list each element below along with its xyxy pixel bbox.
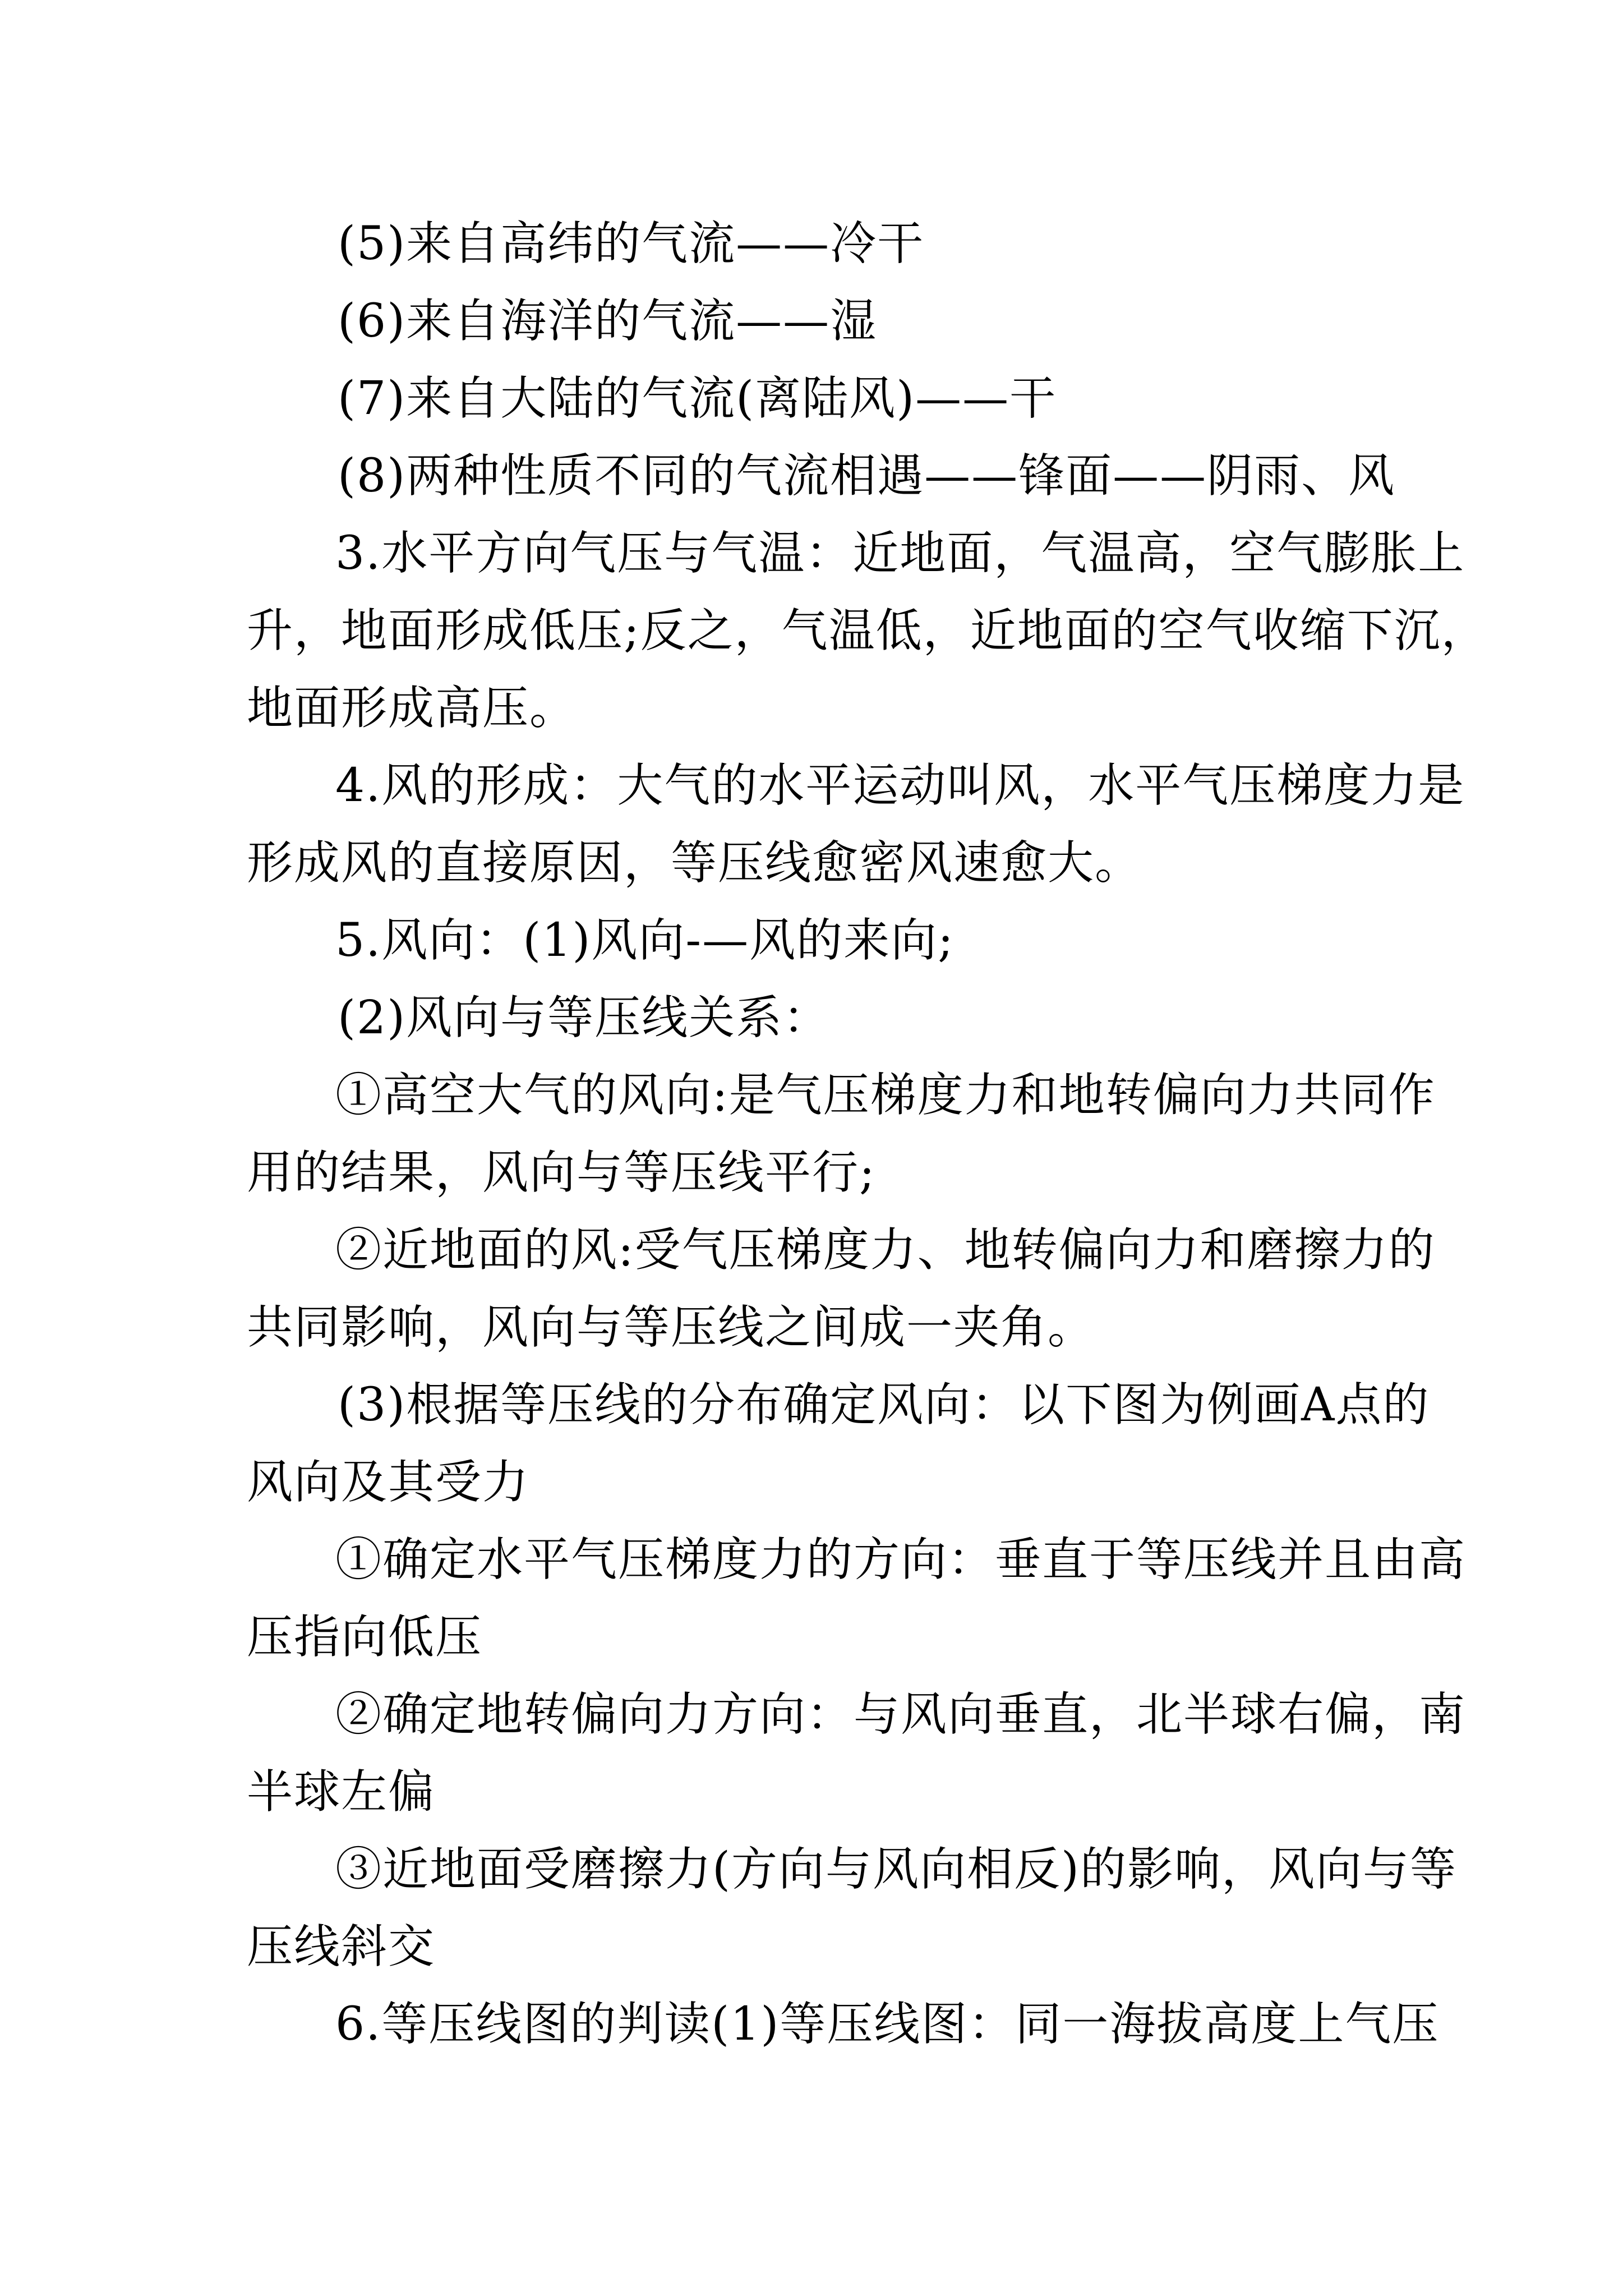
text-line: (6)来自海洋的气流——湿 [338,295,878,348]
text-line: ①高空大气的风向:是气压梯度力和地转偏向力共同作 [335,1069,1436,1122]
text-line: 4.风的形成：大气的水平运动叫风，水平气压梯度力是 [335,759,1465,812]
text-line: (5)来自高纬的气流——冷干 [338,217,925,270]
text-line: 5.风向：(1)风向-—风的来向; [335,914,955,967]
text-line: ②近地面的风:受气压梯度力、地转偏向力和磨擦力的 [335,1223,1436,1277]
text-line: (7)来自大陆的气流(离陆风)——干 [338,372,1057,425]
text-line: (3)根据等压线的分布确定风向：以下图为例画A点的 [338,1378,1430,1432]
text-line: 3.水平方向气压与气温：近地面，气温高，空气膨胀上 [335,527,1465,580]
text-line: 地面形成高压。 [247,682,577,735]
text-line: (2)风向与等压线关系： [338,991,831,1045]
text-line: 用的结果，风向与等压线平行; [247,1146,876,1199]
text-line: (8)两种性质不同的气流相遇——锋面——阴雨、风 [338,449,1396,503]
text-line: 6.等压线图的判读(1)等压线图：同一海拔高度上气压 [335,1998,1440,2051]
text-line: ②确定地转偏向力方向：与风向垂直，北半球右偏，南 [335,1688,1467,1741]
text-line: 升，地面形成低压;反之，气温低，近地面的空气收缩下沉， [247,604,1488,657]
text-line: 风向及其受力 [247,1456,530,1509]
text-line: 压线斜交 [247,1920,436,1973]
text-line: ①确定水平气压梯度力的方向：垂直于等压线并且由高 [335,1533,1467,1586]
text-line: 半球左偏 [247,1765,436,1819]
text-line: 压指向低压 [247,1611,483,1664]
text-line: 共同影响，风向与等压线之间成一夹角。 [247,1301,1095,1354]
text-line: ③近地面受磨擦力(方向与风向相反)的影响，风向与等 [335,1843,1457,1896]
text-line: 形成风的直接原因，等压线愈密风速愈大。 [247,836,1142,890]
